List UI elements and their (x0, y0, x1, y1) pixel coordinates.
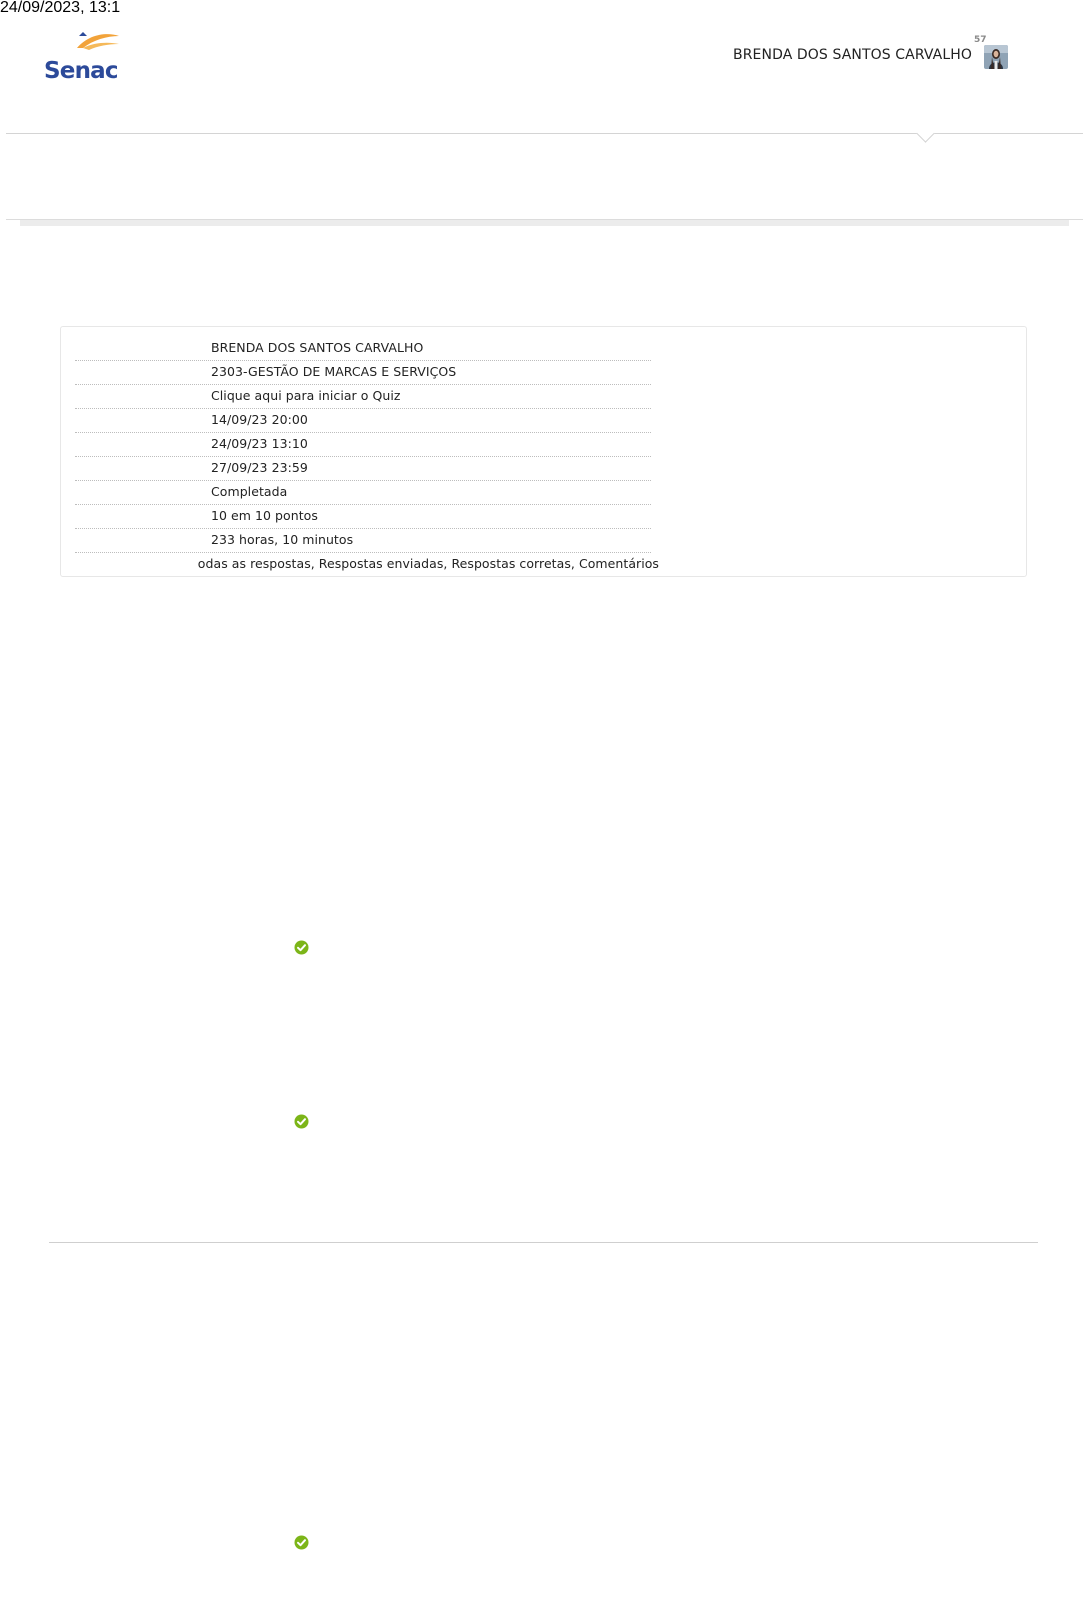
section-divider (49, 1242, 1038, 1243)
navigation-bar-shadow (20, 220, 1069, 226)
correct-check-icon (294, 1114, 309, 1129)
summary-value-score: 10 em 10 pontos (211, 508, 318, 523)
logo-wordmark: Senac (44, 58, 118, 84)
summary-row-submitted (75, 433, 651, 457)
avatar[interactable] (984, 45, 1008, 69)
summary-label (75, 361, 209, 383)
correct-check-icon (294, 940, 309, 955)
summary-value-user: BRENDA DOS SANTOS CARVALHO (211, 340, 424, 355)
summary-row-score (75, 505, 651, 529)
summary-value-results-shown: odas as respostas, Respostas enviadas, Respostas corretas, Comentários (197, 556, 659, 571)
summary-row-test (75, 385, 651, 409)
correct-check-icon (294, 1535, 309, 1550)
summary-row-started (75, 409, 651, 433)
summary-label (75, 433, 209, 455)
summary-label (75, 553, 209, 575)
summary-value-due: 27/09/23 23:59 (211, 460, 308, 475)
summary-row-course (75, 361, 651, 385)
user-name[interactable]: BRENDA DOS SANTOS CARVALHO (733, 47, 972, 63)
summary-label (75, 409, 209, 431)
summary-row-status (75, 481, 651, 505)
summary-row-elapsed (75, 529, 651, 553)
summary-label (75, 529, 209, 551)
summary-label (75, 337, 209, 359)
user-menu-pointer (916, 124, 934, 142)
summary-row-results-shown (75, 553, 659, 576)
senac-logo[interactable] (43, 30, 127, 84)
summary-row-due (75, 457, 651, 481)
quiz-attempt-summary (60, 326, 1027, 577)
notification-count-badge[interactable]: 57 (974, 35, 987, 45)
summary-value-test: Clique aqui para iniciar o Quiz (211, 388, 401, 403)
print-timestamp: 24/09/2023, 13:1 (0, 0, 121, 16)
summary-label (75, 385, 209, 407)
summary-label (75, 505, 209, 527)
summary-value-status: Completada (211, 484, 288, 499)
summary-value-course: 2303-GESTÃO DE MARCAS E SERVIÇOS (211, 364, 457, 379)
summary-label (75, 481, 209, 503)
summary-row-user (75, 337, 651, 361)
summary-value-started: 14/09/23 20:00 (211, 412, 308, 427)
summary-value-elapsed: 233 horas, 10 minutos (211, 532, 354, 547)
avatar-photo-icon (984, 45, 1008, 69)
senac-logo-icon (43, 30, 127, 84)
summary-label (75, 457, 209, 479)
user-menu[interactable] (733, 35, 1008, 70)
user-avatar-wrap[interactable] (974, 35, 1008, 69)
summary-table (75, 337, 659, 576)
summary-value-submitted: 24/09/23 13:10 (211, 436, 308, 451)
